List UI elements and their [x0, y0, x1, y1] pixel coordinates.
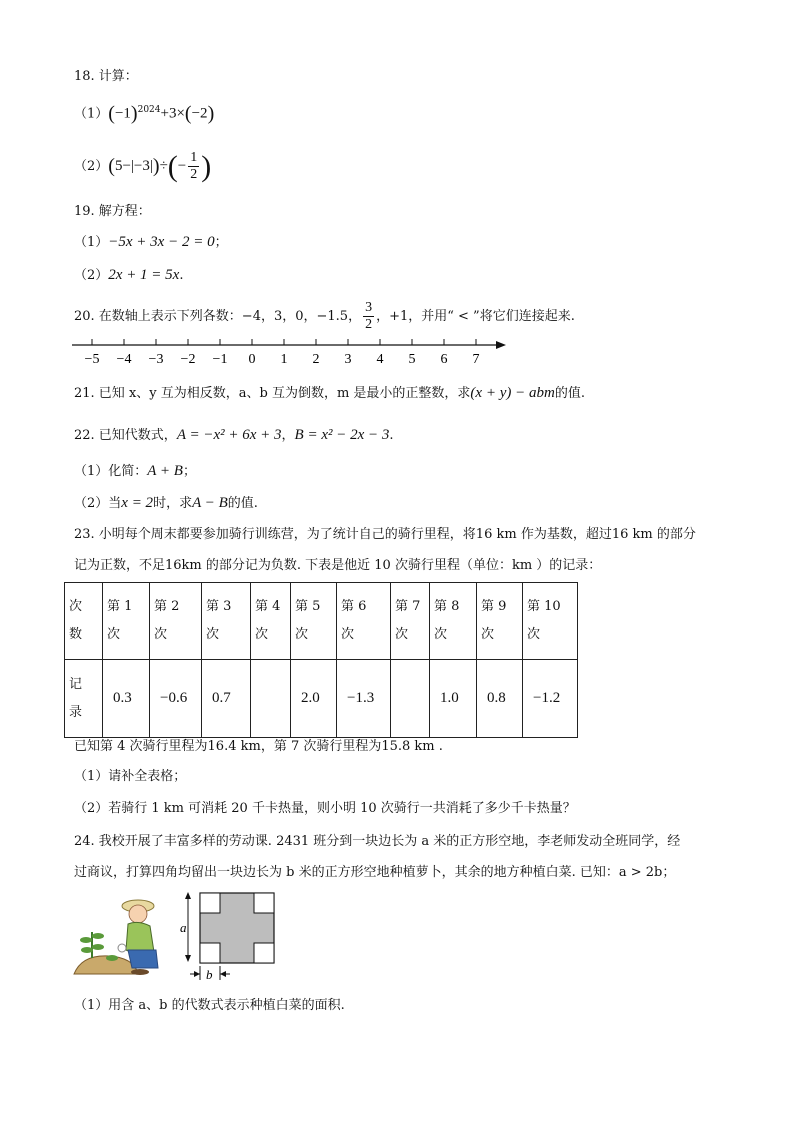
corner-square-br [254, 943, 274, 963]
record-label-bottom: 录 [69, 704, 83, 720]
q18-part1-neg: −2 [191, 105, 208, 122]
header-cell-5 [291, 583, 337, 660]
corner-square-bl [200, 943, 220, 963]
header-8-top: 第 8 [434, 599, 460, 614]
number-line-tick-label: 2 [312, 352, 320, 367]
q19-part2-eq: 2x + 1 = 5x [108, 267, 180, 283]
plant-leaf [106, 955, 118, 961]
header-8-bottom: 次 [434, 627, 448, 642]
q22-a: A = −x² + 6x + 3 [176, 427, 282, 443]
square-plot-diagram [178, 890, 284, 982]
header-label-bottom: 数 [69, 627, 83, 642]
mileage-table [64, 582, 578, 738]
soil-mound [74, 956, 138, 974]
number-line-tick-label: 0 [248, 352, 256, 367]
record-3-value: 0.7 [212, 690, 231, 706]
record-4-value [255, 690, 261, 706]
q22-sep: ， [281, 428, 295, 443]
record-cell-10 [523, 660, 578, 738]
q18-part2-inner: 5−|−3| [114, 158, 153, 174]
corner-square-tr [254, 893, 274, 913]
plant-leaf [81, 947, 93, 953]
q22-part2-label: （2）当 [74, 496, 122, 511]
q18-part1: $(1)(-1)^{2024}+3\times(-2)$ [74, 102, 215, 125]
record-cell-1 [103, 660, 150, 738]
record-1-value: 0.3 [113, 690, 132, 706]
shoe [131, 969, 149, 975]
header-2-bottom: 次 [154, 627, 168, 642]
header-label-cell [65, 583, 103, 660]
header-cell-7 [391, 583, 430, 660]
header-6-bottom: 次 [341, 627, 355, 642]
plant-leaf [92, 944, 104, 950]
record-cell-4 [251, 660, 291, 738]
header-cell-4 [251, 583, 291, 660]
a-arrow-top [185, 892, 191, 899]
number-line-tick-label: −2 [180, 352, 196, 367]
q21-pre: 21. 已知 x、y 互为相反数，a、b 互为倒数，m 是最小的正整数，求 [74, 386, 471, 401]
table-record-row [65, 660, 578, 738]
gardening-illustration [72, 892, 164, 978]
q18-part2-num: 1 [190, 150, 198, 165]
q23-part1: （1）请补全表格； [74, 769, 187, 784]
header-9-top: 第 9 [481, 599, 507, 614]
header-5-bottom: 次 [295, 627, 309, 642]
header-cell-2 [150, 583, 202, 660]
header-4-bottom: 次 [255, 627, 269, 642]
record-cell-5 [291, 660, 337, 738]
header-1-bottom: 次 [107, 627, 121, 642]
number-line-tick-label: 4 [376, 352, 384, 367]
header-cell-10 [523, 583, 578, 660]
q19-part1-end: ； [214, 235, 228, 250]
q18-part1-rest: +3× [160, 105, 185, 122]
q22-b: B = x² − 2x − 3 [294, 427, 390, 443]
number-line-tick-label: 1 [280, 352, 288, 367]
record-7-value [395, 690, 401, 706]
record-8-value: 1.0 [440, 690, 459, 706]
q20-fraction [363, 300, 374, 333]
header-cell-8 [430, 583, 477, 660]
record-6-value: −1.3 [347, 690, 375, 706]
record-2-value: −0.6 [160, 690, 188, 706]
header-cell-9 [477, 583, 523, 660]
q20-den: 2 [365, 317, 373, 332]
record-cell-6 [337, 660, 391, 738]
header-cell-1 [103, 583, 150, 660]
header-3-bottom: 次 [206, 627, 220, 642]
header-9-bottom: 次 [481, 627, 495, 642]
record-label-top: 记 [69, 676, 83, 692]
q19-part2 [74, 266, 183, 285]
q19-part2-label: （2） [74, 268, 109, 283]
q22-end: . [389, 428, 394, 443]
b-arrow-left-head [194, 971, 200, 977]
record-10-value: −1.2 [533, 690, 561, 706]
number-line-tick-label: 6 [440, 352, 448, 367]
q18-part2-den: 2 [190, 167, 198, 182]
q22-part1-end: ； [182, 464, 196, 479]
record-5-value: 2.0 [301, 690, 320, 706]
q19-part1-label: （1） [74, 235, 109, 250]
q22-part2-cond: x = 2 [121, 495, 154, 511]
q22-part1-label: （1）化简： [74, 464, 148, 479]
record-9-value: 0.8 [487, 690, 506, 706]
q20-num: 3 [365, 300, 373, 315]
a-label: a [180, 920, 187, 935]
header-5-top: 第 5 [295, 599, 321, 614]
q22-part2-end: 的值. [227, 496, 258, 511]
header-4-top: 第 4 [255, 599, 281, 614]
header-10-bottom: 次 [527, 627, 541, 642]
header-cell-6 [337, 583, 391, 660]
number-line-tick-label: −3 [148, 352, 164, 367]
number-line-tick-label: −1 [212, 352, 228, 367]
q18-part1-label: （1） [74, 106, 109, 122]
header-3-top: 第 3 [206, 599, 232, 614]
q20-statement [74, 300, 575, 333]
q23-known: 已知第 4 次骑行里程为16.4 km，第 7 次骑行里程为15.8 km . [74, 739, 443, 754]
q18-part2: （2）(5−|−3|)÷(− $\frac{1}{2}$ ) [74, 150, 212, 183]
header-10-top: 第 10 [527, 599, 561, 614]
q24-part1: （1）用含 a、b 的代数式表示种植白菜的面积. [74, 998, 345, 1013]
header-label-top: 次 [69, 599, 83, 614]
q18-part2-div: ÷ [159, 158, 168, 174]
q24-line1: 24. 我校开展了丰富多样的劳动课. 2431 班分到一块边长为 a 米的正方形空地，李老师发动全班同学，经 [74, 834, 681, 849]
q22-part1-expr: A + B [147, 463, 183, 479]
q23-part2: （2）若骑行 1 km 可消耗 20 千卡热量，则小明 10 次骑行一共消耗了多少千卡热量？ [74, 801, 576, 816]
header-cell-3 [202, 583, 251, 660]
q21-statement [74, 384, 585, 403]
head [129, 905, 147, 923]
q18-part1-base: −1 [114, 105, 131, 122]
table-header-row [65, 583, 578, 660]
number-line-tick-label: 5 [408, 352, 416, 367]
q22-statement [74, 426, 394, 445]
q23-line1: 23. 小明每个周末都要参加骑行训练营，为了统计自己的骑行里程，将16 km 作为基数，超过16 km 的部分 [74, 527, 696, 542]
record-cell-3 [202, 660, 251, 738]
b-arrow-right-head [220, 971, 226, 977]
header-7-bottom: 次 [395, 627, 409, 642]
record-cell-7 [391, 660, 430, 738]
header-7-top: 第 7 [395, 599, 421, 614]
q18-part2-label: （2） [74, 159, 109, 174]
record-label-cell [65, 660, 103, 738]
q20-post: ，+1，并用“ < ”将它们连接起来. [376, 309, 575, 324]
q21-post: 的值. [554, 386, 585, 401]
a-arrow-bottom [185, 955, 191, 962]
plant-leaf [80, 937, 92, 943]
number-line-tick-label: −5 [84, 352, 100, 367]
b-label: b [206, 967, 213, 982]
number-line-tick-label: 7 [472, 352, 480, 367]
header-2-top: 第 2 [154, 599, 180, 614]
plant-leaf [92, 933, 104, 939]
q21-expr: (x + y) − abm [470, 385, 555, 401]
q18-part1-exp: 2024 [137, 105, 161, 115]
pants [128, 950, 158, 968]
header-1-top: 第 1 [107, 599, 133, 614]
number-line-tick-label: 3 [344, 352, 352, 367]
q19-title: 19. 解方程： [74, 204, 151, 219]
q22-part2 [74, 494, 258, 513]
number-line-arrow [496, 341, 506, 349]
q20-pre: 20. 在数轴上表示下列各数：−4，3，0，−1.5， [74, 309, 362, 324]
record-cell-2 [150, 660, 202, 738]
q22-part1 [74, 462, 196, 481]
number-line-tick-label: −4 [116, 352, 132, 367]
q18-part2-fraction [188, 150, 199, 183]
q19-part2-end: . [179, 268, 184, 283]
q24-line2: 过商议，打算四角均留出一块边长为 b 米的正方形空地种植萝卜，其余的地方种植白菜. 已知：a > 2b； [74, 865, 676, 880]
corner-square-tl [200, 893, 220, 913]
q18-title: 18. 计算： [74, 69, 138, 84]
record-cell-9 [477, 660, 523, 738]
radish [118, 944, 126, 952]
header-6-top: 第 6 [341, 599, 367, 614]
q18-part2-minus: − [177, 158, 187, 174]
q22-part2-mid: 时，求 [153, 496, 193, 511]
q19-part1 [74, 233, 228, 252]
record-cell-8 [430, 660, 477, 738]
body [126, 922, 154, 953]
q22-pre: 22. 已知代数式， [74, 428, 177, 443]
number-line [70, 330, 510, 370]
q22-part2-expr: A − B [192, 495, 228, 511]
q23-line2: 记为正数，不足16km 的部分记为负数. 下表是他近 10 次骑行里程（单位：km ）的记录： [74, 558, 602, 573]
q19-part1-eq: −5x + 3x − 2 = 0 [108, 234, 215, 250]
